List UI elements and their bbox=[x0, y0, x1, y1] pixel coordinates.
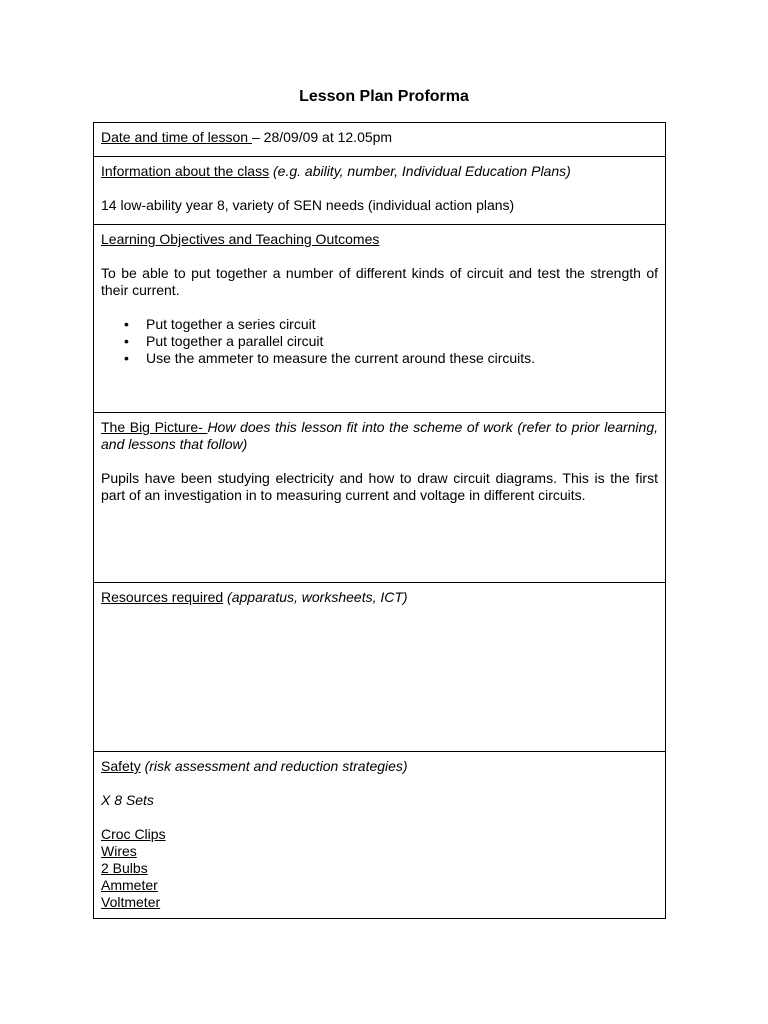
list-item: • Put together a series circuit bbox=[101, 316, 658, 333]
date-value: – 28/09/09 at 12.05pm bbox=[251, 129, 393, 145]
class-info-text: 14 low-ability year 8, variety of SEN needs (individual action plans) bbox=[101, 197, 515, 213]
resources-section bbox=[94, 583, 665, 752]
list-item: Wires bbox=[101, 843, 137, 859]
date-label: Date and time of lesson bbox=[101, 129, 252, 145]
class-info-label: Information about the class bbox=[101, 163, 270, 179]
objectives-text: To be able to put together a number of different kinds of circuit and test the strength of their current. bbox=[101, 265, 658, 298]
resources-hint: (apparatus, worksheets, ICT) bbox=[223, 589, 408, 605]
document-title: Lesson Plan Proforma bbox=[299, 88, 469, 105]
objectives-label: Learning Objectives and Teaching Outcomes bbox=[101, 231, 380, 247]
class-info-section bbox=[94, 157, 665, 225]
safety-hint: (risk assessment and reduction strategies) bbox=[140, 758, 408, 774]
safety-section bbox=[94, 752, 665, 918]
date-section bbox=[94, 123, 665, 157]
objectives-list bbox=[101, 316, 658, 367]
lesson-plan-form bbox=[93, 122, 666, 919]
objectives-section bbox=[94, 225, 665, 413]
big-picture-section bbox=[94, 413, 665, 583]
list-item: Croc Clips bbox=[101, 826, 166, 842]
big-picture-label: The Big Picture- bbox=[101, 419, 208, 435]
safety-label: Safety bbox=[101, 758, 141, 774]
safety-sets: X 8 Sets bbox=[101, 792, 154, 808]
list-item: Voltmeter bbox=[101, 894, 161, 910]
list-item: 2 Bulbs bbox=[101, 860, 148, 876]
big-picture-text: Pupils have been studying electricity and how to draw circuit diagrams. This is the first part of an investigation in to measuring current and voltage in different circuits. bbox=[101, 470, 658, 503]
list-item: • Put together a parallel circuit bbox=[101, 333, 658, 350]
class-info-hint: (e.g. ability, number, Individual Education Plans) bbox=[269, 163, 571, 179]
list-item: Ammeter bbox=[101, 877, 158, 893]
big-picture-hint: How does this lesson fit into the scheme of work (refer to prior learning, and lessons that follow) bbox=[101, 419, 659, 452]
resources-label: Resources required bbox=[101, 589, 224, 605]
list-item: • Use the ammeter to measure the current around these circuits. bbox=[101, 350, 658, 367]
